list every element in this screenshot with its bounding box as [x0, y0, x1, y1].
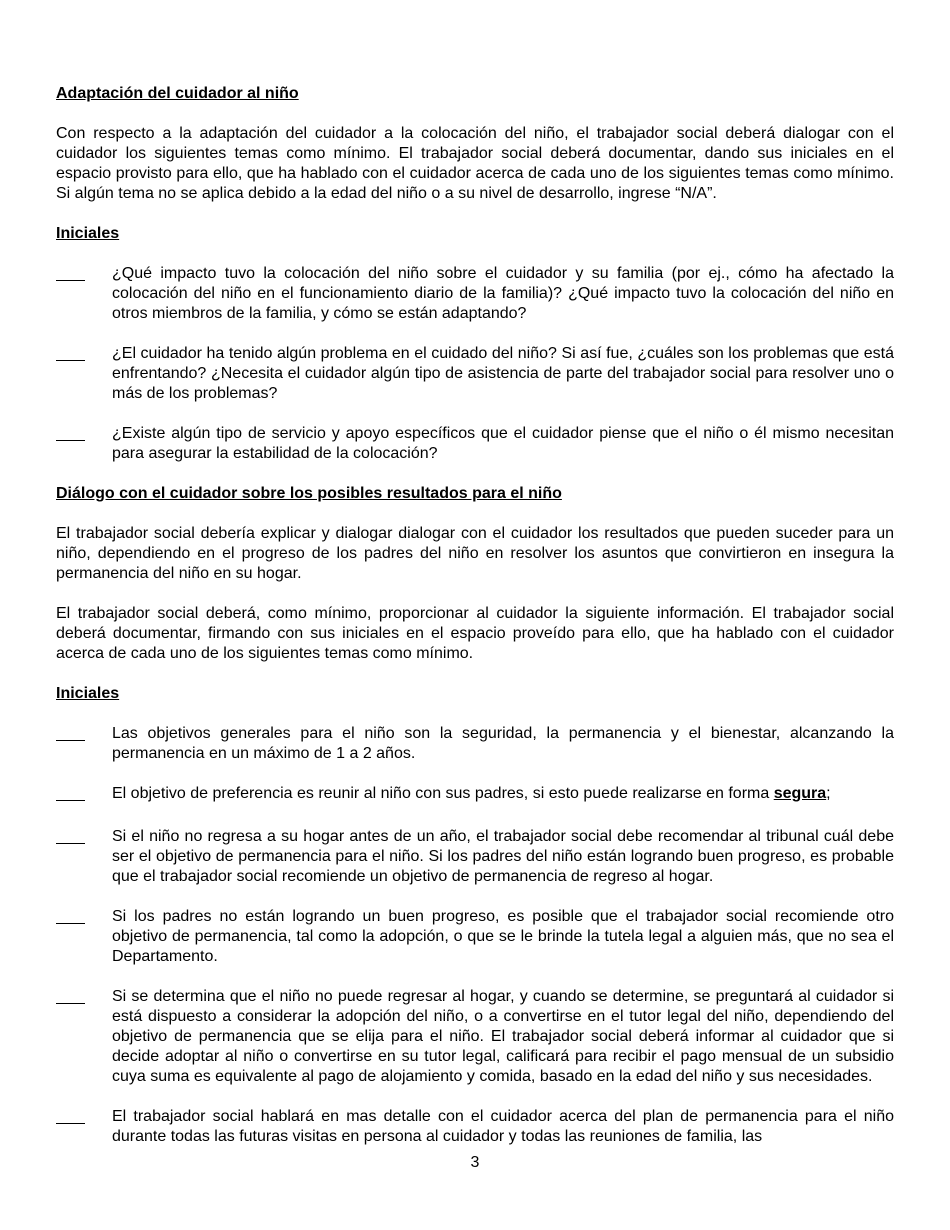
initials-blank[interactable]	[56, 907, 112, 930]
checklist-item	[56, 724, 894, 764]
checklist-item	[56, 784, 894, 807]
checklist-item-text: ¿El cuidador ha tenido algún problema en el cuidado del niño? Si así fue, ¿cuáles son los problemas que está enfrentando? ¿Necesita el cuidador algún tipo de asistencia de parte del trabajador social para resolver uno o más de los problemas?	[112, 345, 894, 402]
outcomes-paragraph: El trabajador social debería explicar y dialogar dialogar con el cuidador los resultados que pueden suceder para un niño, dependiendo en el progreso de los padres del niño en resolver los asuntos que convirtieron en insegura la permanencia del niño en su hogar.	[56, 525, 894, 582]
section-heading-outcomes-dialogue: Diálogo con el cuidador sobre los posibles resultados para el niño	[56, 485, 562, 502]
initials-blank[interactable]	[56, 344, 112, 367]
page-number: 3	[470, 1154, 480, 1171]
checklist-item-text: Si el niño no regresa a su hogar antes de un año, el trabajador social debe recomendar al tribunal cuál debe ser el objetivo de permanencia para el niño. Si los padres del niño están logrando buen progreso, es probable que el trabajador social recomiende un objetivo de permanencia de regreso al hogar.	[112, 828, 894, 885]
initials-blank[interactable]	[56, 264, 112, 287]
initials-blank[interactable]	[56, 724, 112, 747]
checklist-item	[56, 424, 894, 464]
information-paragraph: El trabajador social deberá, como mínimo, proporcionar al cuidador la siguiente información. El trabajador social deberá documentar, firmando con sus iniciales en el espacio proveído para ello, que ha hablado con el cuidador acerca de cada uno de los siguientes temas como mínimo.	[56, 605, 894, 662]
initials-blank[interactable]	[56, 1107, 112, 1130]
checklist-item-text: ¿Qué impacto tuvo la colocación del niño sobre el cuidador y su familia (por ej., cómo ha afectado la colocación del niño en el funcionamiento diario de la familia)? ¿Qué impacto tuvo la colocación del niño en otros miembros de la familia, y cómo se están adaptando?	[112, 265, 894, 322]
checklist-item	[56, 264, 894, 324]
checklist-item	[56, 987, 894, 1087]
initials-blank[interactable]	[56, 784, 112, 807]
checklist-item	[56, 827, 894, 887]
document-page	[56, 84, 894, 1147]
item-text-prefix: El objetivo de preferencia es reunir al niño con sus padres, si esto puede realizarse en forma	[112, 785, 774, 802]
checklist-item	[56, 344, 894, 404]
checklist-item-text: ¿Existe algún tipo de servicio y apoyo específicos que el cuidador piense que el niño o él mismo necesitan para asegurar la estabilidad de la colocación?	[112, 425, 894, 462]
intro-paragraph: Con respecto a la adaptación del cuidador a la colocación del niño, el trabajador social deberá dialogar con el cuidador los siguientes temas como mínimo. El trabajador social deberá documentar, dando sus iniciales en el espacio provisto para ello, que ha hablado con el cuidador acerca de cada uno de los siguientes temas como mínimo. Si algún tema no se aplica debido a la edad del niño o a su nivel de desarrollo, ingrese “N/A”.	[56, 125, 894, 202]
initials-blank[interactable]	[56, 424, 112, 447]
item-text-suffix: ;	[826, 785, 831, 802]
checklist-item-text: El trabajador social hablará en mas detalle con el cuidador acerca del plan de permanencia para el niño durante todas las futuras visitas en persona al cuidador y todas las reuniones de familia, las	[112, 1108, 894, 1145]
checklist-item-text: Las objetivos generales para el niño son la seguridad, la permanencia y el bienestar, alcanzando la permanencia en un máximo de 1 a 2 años.	[112, 725, 894, 762]
checklist-item-text: Si los padres no están logrando un buen progreso, es posible que el trabajador social recomiende otro objetivo de permanencia, tal como la adopción, o que se le brinde la tutela legal a alguien más, que no sea el Departamento.	[112, 908, 894, 965]
emphasized-word: segura	[773, 785, 827, 802]
checklist-item	[56, 907, 894, 967]
initials-label: Iniciales	[56, 685, 120, 702]
initials-label: Iniciales	[56, 225, 120, 242]
section-heading-caregiver-adaptation: Adaptación del cuidador al niño	[56, 85, 299, 102]
checklist-item-text: Si se determina que el niño no puede regresar al hogar, y cuando se determine, se preguntará al cuidador si está dispuesto a considerar la adopción del niño, o a convertirse en el tutor legal del niño, dependiendo del objetivo de permanencia que se elija para el niño. El trabajador social deberá informar al cuidador que si decide adoptar al niño o convertirse en su tutor legal, calificará para recibir el pago mensual de un subsidio cuya suma es equivalente al pago de alojamiento y comida, basado en la edad del niño y sus necesidades.	[112, 988, 894, 1085]
checklist-item	[56, 1107, 894, 1147]
initials-blank[interactable]	[56, 987, 112, 1010]
initials-blank[interactable]	[56, 827, 112, 850]
checklist-item-text	[112, 784, 894, 804]
